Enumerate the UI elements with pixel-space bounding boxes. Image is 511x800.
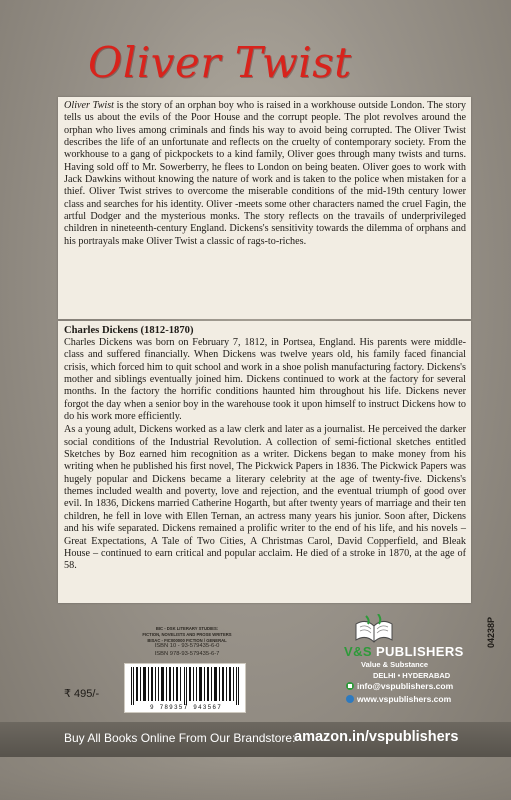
publisher-name-suffix: PUBLISHERS [371,644,464,659]
isbn-13: ISBN 978-93-579435-6-7 [154,651,220,658]
footer-strip [0,757,511,800]
publisher-website[interactable] [346,694,451,704]
author-bio [64,337,466,573]
open-book-icon [352,614,396,646]
publisher-website-text: www.vspublishers.com [357,694,452,704]
publisher-name-prefix: V&S [344,644,372,659]
synopsis-panel [58,97,471,319]
barcode-number: 9 789357 943567 [149,704,222,711]
publisher-tagline: Value & Substance [361,660,429,669]
author-panel [58,321,471,603]
barcode [124,663,246,713]
barcode-bars [131,667,241,705]
bisac-line-2: FICTION, NOVELISTS AND PROSE WRITERS [142,631,232,637]
synopsis-text [64,100,466,248]
bisac-line-3: BISAC - FIC000000 FICTION / GENERAL [147,637,227,643]
publisher-city: DELHI • HYDERABAD [373,671,451,680]
brandstore-url[interactable]: amazon.in/vspublishers [294,729,459,745]
isbn-block [124,626,250,659]
synopsis-body: is the story of an orphan boy who is raised in a workhouse outside London. The story tells us about the evils of the Poor House and the corrupt people. The plot revolves around the orphan who lives among criminals and finds his way to avoid being corrupted. The Oliver Twist describes the life of an unfortunate and reflects on the cruelty of contemporary society. From the workhouse to a gang of pickpockets to a kind family, Oliver goes through many twists and turns. Having sold off to Mr. Sowerberry, he flees to London on being beaten. Oliver goes to work with Jack Dawkins without knowing the nature of work and is taken to the police when mistaken for a thief. Oliver Twist strives to overcome the miserable conditions of the mid-19th century lower class and searches for his identity. Oliver -meets some other characters named the cruel Fagin, the artful Dodger and the mysterious monks. The story reflects on the travails of underprivileged children in nineteenth-century England. Dickens's sensitivity towards the dilemma of orphans and his portrayals make Oliver Twist a classic of rags-to-riches. [64,100,466,247]
book-code: 04238P [486,616,496,648]
author-bio-paragraph-1: Charles Dickens was born on February 7, 1812, in Portsea, England. His parents were middle-class and suffered financially. When Dickens was twelve years old, his family faced financial crisis, which forced him to quit school and work in a shoe polish manufacturing factory. Dickens's mother and siblings eventually joined him. Dickens continued to work at the factory for several months. In the factory the horrific conditions haunted him throughout his life. Dickens never forgot the day when a senior boy in the warehouse took it upon himself to instruct Dickens how to do his work more efficiently. [64,337,466,423]
bisac-line-1: BIC - DSK LITERARY STUDIES: [155,626,219,631]
author-bio-paragraph-2: As a young adult, Dickens worked as a law clerk and later as a journalist. He perceived the darker social conditions of the Industrial Revolution. A collection of semi-fictional sketches entitled Sketches by Boz earned him recognition as a writer. Dickens began to make money from his writing when he published his first novel, The Pickwick Papers in 1836. The Pickwick Papers was hugely popular and Dickens became a literary celebrity at the age of twenty-five. Dickens's themes included wealth and poverty, love and rejection, and the eventual triumph of good over evil. In 1836, Dickens married Catherine Hogarth, but after twenty years of marriage and their ten children, he fell in love with Ellen Ternan, an actress many years his junior. Soon after, Dickens and his wife separated. Dickens remained a prolific writer to the end of his life, and his novels – Great Expectations, A Tale of Two Cities, A Christmas Carol, David Copperfield, and Bleak House – continued to earn critical and popular acclaim. He died of a stroke in 1870, at the age of 58. [64,424,466,572]
publisher-name [344,644,464,659]
author-heading: Charles Dickens (1812-1870) [64,325,194,336]
synopsis-title-italic: Oliver Twist [64,100,115,111]
globe-icon [346,695,354,703]
publisher-email-text: info@vspublishers.com [357,681,454,691]
brandstore-text: Buy All Books Online From Our Brandstore: [64,731,296,745]
book-title: Oliver Twist [88,38,352,87]
email-icon [346,682,354,690]
publisher-email[interactable] [346,681,453,691]
isbn-10: ISBN 10 - 93-579435-6-0 [154,643,220,650]
price: ₹ 495/- [64,688,100,700]
